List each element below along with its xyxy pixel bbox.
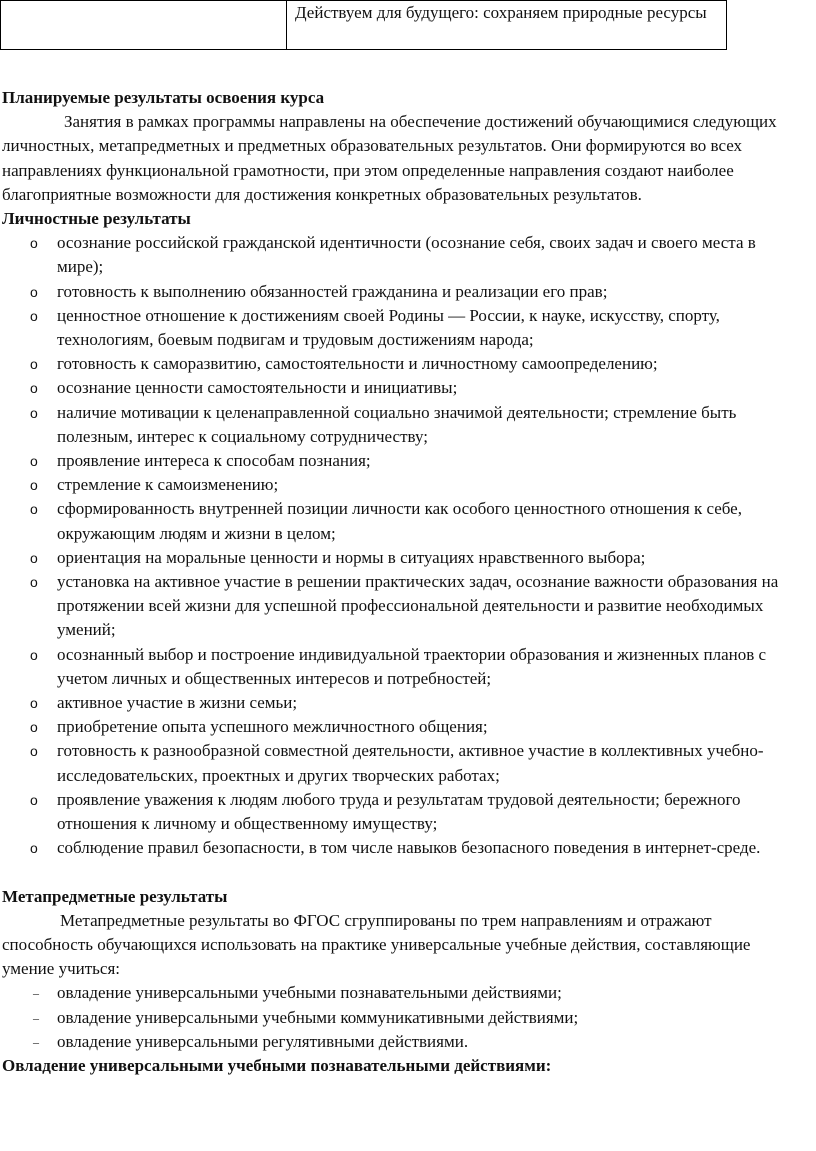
list-item-text: активное участие в жизни семьи; — [57, 693, 298, 713]
bullet-marker: – — [33, 1010, 39, 1025]
list-item — [2, 352, 802, 376]
bullet-marker: o — [30, 501, 38, 518]
personal-results-list — [2, 231, 802, 860]
list-item — [2, 304, 802, 352]
list-item-text: осознание российской гражданской идентичности (осознание себя, своих задач и своего места в мире); — [57, 233, 756, 277]
list-item-text: готовность к выполнению обязанностей гражданина и реализации его прав; — [57, 281, 608, 301]
document-body — [2, 86, 802, 1078]
list-item — [2, 473, 802, 497]
bullet-marker: o — [30, 840, 38, 857]
list-item — [2, 231, 802, 279]
table-row — [1, 1, 727, 50]
planned-results-heading: Планируемые результаты освоения курса — [2, 88, 325, 107]
list-item-text: сформированность внутренней позиции личности как особого ценностного отношения к себе, окружающим людям и жизни в целом; — [57, 499, 742, 543]
bullet-marker: o — [30, 307, 38, 324]
table-cell-empty — [1, 1, 287, 50]
spacer — [2, 861, 802, 885]
list-item-text: установка на активное участие в решении практических задач, осознание важности образования на протяжении всей жизни для успешной профессиональной деятельности и развитие необходимых умений; — [57, 572, 779, 640]
bullet-marker: o — [30, 380, 38, 397]
list-item-text: наличие мотивации к целенаправленной социально значимой деятельности; стремление быть полезным, интерес к социальному сотрудничеству; — [57, 402, 737, 446]
bullet-marker: o — [30, 695, 38, 712]
bullet-marker: o — [30, 283, 38, 300]
meta-results-intro: Метапредметные результаты во ФГОС сгруппированы по трем направлениям и отражают способность обучающихся использовать на практике универсальные учебные действия, составляющие умение учиться: — [2, 910, 751, 979]
bullet-marker: – — [33, 1034, 39, 1049]
bullet-marker: o — [30, 743, 38, 760]
list-item — [2, 449, 802, 473]
list-item — [2, 691, 802, 715]
list-item-text: проявление интереса к способам познания; — [57, 451, 371, 471]
bullet-marker: o — [30, 356, 38, 373]
list-item-text: приобретение опыта успешного межличностного общения; — [57, 717, 488, 737]
list-item-text: ценностное отношение к достижениям своей Родины — России, к науке, искусству, спорту, технологиям, боевым подвигам и трудовым достижениям народа; — [57, 305, 720, 350]
list-item — [2, 1030, 802, 1054]
list-item — [2, 981, 802, 1005]
list-item-text: овладение универсальными учебными коммуникативными действиями; — [57, 1007, 579, 1027]
list-item — [2, 739, 802, 787]
bullet-marker: o — [30, 549, 38, 566]
meta-results-heading: Метапредметные результаты — [2, 886, 228, 906]
list-item-text: овладение универсальными регулятивными действиями. — [57, 1031, 469, 1051]
list-item-text: осознание ценности самостоятельности и инициативы; — [57, 378, 458, 398]
bullet-marker: o — [30, 477, 38, 494]
list-item-text: готовность к разнообразной совместной деятельности, активное участие в коллективных учебно-исследовательских, проектных и других творческих работах; — [57, 741, 764, 785]
bullet-marker: o — [30, 404, 38, 421]
list-item — [2, 497, 802, 545]
bullet-marker: o — [30, 719, 38, 736]
list-item — [2, 643, 802, 691]
list-item — [2, 570, 802, 643]
bullet-marker: – — [33, 986, 39, 1001]
list-item — [2, 1006, 802, 1030]
list-item-text: овладение универсальными учебными познавательными действиями; — [57, 983, 562, 1003]
list-item — [2, 546, 802, 570]
list-item-text: ориентация на моральные ценности и нормы в ситуациях нравственного выбора; — [57, 547, 646, 567]
planned-results-intro: Занятия в рамках программы направлены на обеспечение достижений обучающимися следующих личностных, метапредметных и предметных образовательных результатов. Они формируются во всех направлениях функциональной грамотности, при этом определенные направления создают наиболее благоприятные возможности для достижения конкретных образовательных результатов. — [2, 112, 777, 204]
list-item-text: соблюдение правил безопасности, в том числе навыков безопасного поведения в интернет-среде. — [57, 838, 761, 858]
list-item — [2, 401, 802, 449]
cognitive-actions-heading: Овладение универсальными учебными познавательными действиями: — [2, 1055, 552, 1075]
list-item-text: стремление к самоизменению; — [57, 475, 279, 495]
bullet-marker: o — [30, 791, 38, 808]
list-item-text: осознанный выбор и построение индивидуальной траектории образования и жизненных планов с учетом личных и общественных интересов и потребностей; — [57, 644, 767, 688]
bullet-marker: o — [30, 453, 38, 470]
bullet-marker: o — [30, 235, 38, 252]
bullet-marker: o — [30, 646, 38, 663]
list-item — [2, 836, 802, 860]
list-item — [2, 280, 802, 304]
personal-results-heading: Личностные результаты — [2, 209, 191, 229]
meta-results-list — [2, 981, 802, 1054]
list-item — [2, 715, 802, 739]
table-cell-topic: Действуем для будущего: сохраняем природные ресурсы — [287, 1, 727, 50]
bullet-marker: o — [30, 574, 38, 591]
list-item-text: готовность к саморазвитию, самостоятельности и личностному самоопределению; — [57, 354, 658, 374]
list-item — [2, 788, 802, 836]
list-item — [2, 376, 802, 400]
header-table — [0, 0, 727, 50]
list-item-text: проявление уважения к людям любого труда и результатам трудовой деятельности; бережного отношения к личному и общественному имуществу; — [57, 789, 741, 834]
